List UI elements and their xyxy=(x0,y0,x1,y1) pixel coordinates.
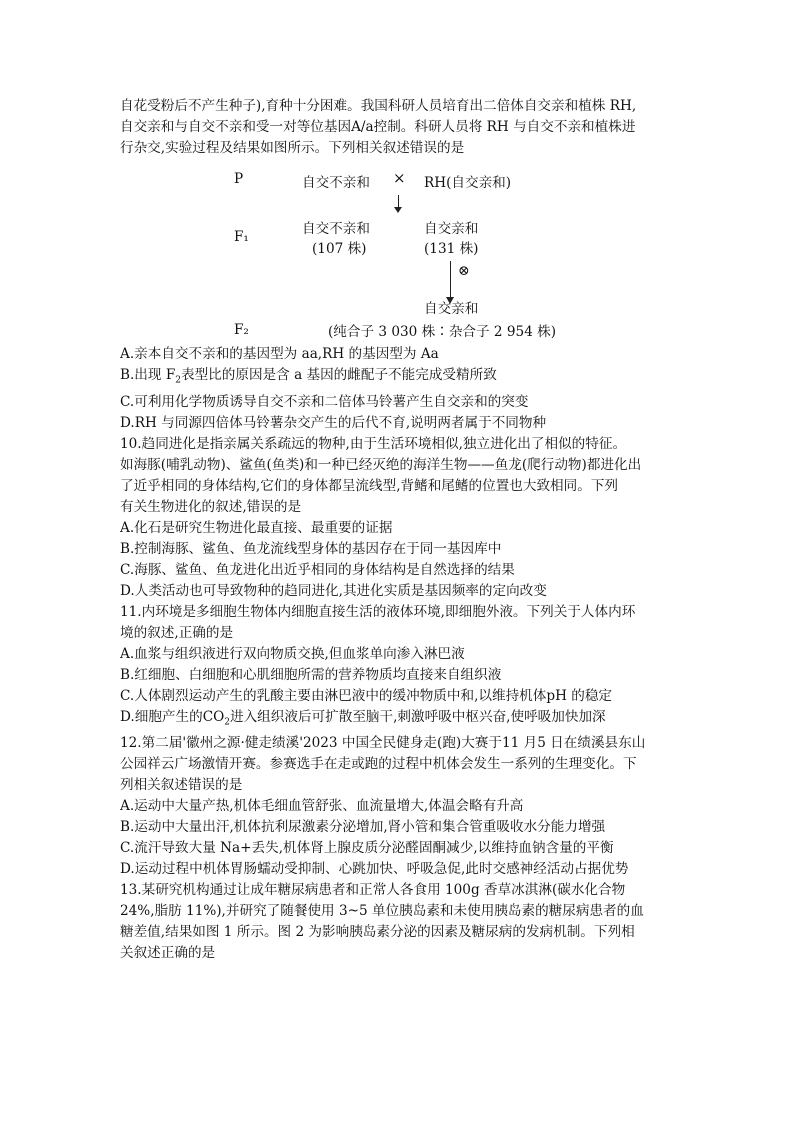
generation-label-p: P xyxy=(234,171,244,187)
cross-diagram xyxy=(228,165,608,340)
option-d: D.人类活动也可导致物种的趋同进化,其进化实质是基因频率的定向改变 xyxy=(120,582,547,599)
option-a: A.血浆与组织液进行双向物质交换,但血浆单向渗入淋巴液 xyxy=(120,645,465,662)
f1-left-type: 自交不亲和 xyxy=(302,221,370,237)
f2-counts: (纯合子 3 030 株∶杂合子 2 954 株) xyxy=(328,324,557,340)
generation-label-f2: F₂ xyxy=(234,322,249,338)
question-12-line: 公园祥云广场激情开赛。参赛选手在走或跑的过程中机体会发生一系列的生理变化。下 xyxy=(120,756,637,773)
option-c: C.人体剧烈运动产生的乳酸主要由淋巴液中的缓冲物质中和,以维持机体pH 的稳定 xyxy=(120,687,613,704)
question-10-line: 有关生物进化的叙述,错误的是 xyxy=(120,498,302,515)
stem-line: 自交亲和与自交不亲和受一对等位基因A/a控制。科研人员将 RH 与自交不亲和植株进 xyxy=(120,119,636,135)
option-a: A.化石是研究生物进化最直接、最重要的证据 xyxy=(120,519,393,536)
question-10-line: 了近乎相同的身体结构,它们的身体都呈流线型,背鳍和尾鳍的位置也大致相同。下列 xyxy=(120,477,619,494)
f1-right-type: 自交亲和 xyxy=(424,221,479,237)
f1-right-count: (131 株) xyxy=(424,241,479,257)
option-b: B.运动中大量出汗,机体抗利尿激素分泌增加,肾小管和集合管重吸收水分能力增强 xyxy=(120,819,606,836)
generation-label-f1: F₁ xyxy=(234,229,249,245)
question-body xyxy=(120,344,690,964)
option-a: A.运动中大量产热,机体毛细血管舒张、血流量增大,体温会略有升高 xyxy=(120,798,524,815)
question-10-line: 如海豚(哺乳动物)、鲨鱼(鱼类)和一种已经灭绝的海洋生物——鱼龙(爬行动物)都进化出 xyxy=(120,456,642,473)
question-10-line: 10.趋同进化是指亲属关系疏远的物种,由于生活环境相似,独立进化出了相似的特征。 xyxy=(120,435,627,452)
parent-left: 自交不亲和 xyxy=(302,175,370,191)
f2-type: 自交亲和 xyxy=(424,301,479,317)
question-11-line: 11.内环境是多细胞生物体内细胞直接生活的液体环境,即细胞外液。下列关于人体内环 xyxy=(120,603,636,620)
down-arrow-icon xyxy=(398,195,399,207)
cross-symbol: × xyxy=(393,169,406,187)
stem-line: 行杂交,实验过程及结果如图所示。下列相关叙述错误的是 xyxy=(120,140,465,156)
question-13-line: 关叙述正确的是 xyxy=(120,945,216,962)
selfing-symbol: ⊗ xyxy=(458,263,470,279)
option-c: C.可利用化学物质诱导自交不亲和二倍体马铃薯产生自交亲和的突变 xyxy=(120,393,529,410)
option-c: C.流汗导致大量 Na+丢失,机体肾上腺皮质分泌醛固酮减少,以维持血钠含量的平衡 xyxy=(120,840,614,857)
option-d: D.RH 与同源四倍体马铃薯杂交产生的后代不育,说明两者属于不同物种 xyxy=(120,414,547,431)
option-d: D.细胞产生的$CO_2$进入组织液后可扩散至脑干,刺激呼吸中枢兴奋,使呼吸加快加深 xyxy=(120,708,606,728)
option-b: B.出现 $F_2$表型比的原因是含 a 基因的雌配子不能完成受精所致 xyxy=(120,367,497,386)
parent-right: RH(自交亲和) xyxy=(424,175,512,191)
stem-line: 自花受粉后不产生种子),育种十分困难。我国科研人员培育出二倍体自交亲和植株 RH, xyxy=(120,98,637,114)
question-13-line: 13.某研究机构通过让成年糖尿病患者和正常人各食用 100g 香草冰淇淋(碳水化合物 xyxy=(120,882,626,899)
option-a: A.亲本自交不亲和的基因型为 aa,RH 的基因型为 Aa xyxy=(120,346,439,362)
option-d: D.运动过程中机体胃肠蠕动受抑制、心跳加快、呼吸急促,此时交感神经活动占据优势 xyxy=(120,861,629,878)
down-arrow-icon xyxy=(450,261,451,297)
option-c: C.海豚、鲨鱼、鱼龙进化出近乎相同的身体结构是自然选择的结果 xyxy=(120,561,515,578)
option-b: B.控制海豚、鲨鱼、鱼龙流线型身体的基因存在于同一基因库中 xyxy=(120,540,502,557)
question-9-stem xyxy=(120,96,690,159)
f1-left-count: (107 株) xyxy=(312,241,367,257)
question-13-line: 糖差值,结果如图 1 所示。图 2 为影响胰岛素分泌的因素及糖尿病的发病机制。下列相 xyxy=(120,924,635,941)
option-b: B.红细胞、白细胞和心肌细胞所需的营养物质均直接来自组织液 xyxy=(120,666,502,683)
question-12-line: 12.第二届'徽州之源·健走绩溪'2023 中国全民健身走(跑)大赛于11 月5 日在绩溪县东山 xyxy=(120,735,646,752)
question-13-line: 24%,脂肪 11%),并研究了随餐使用 3~5 单位胰岛素和未使用胰岛素的糖尿病患者的血 xyxy=(120,903,644,920)
question-11-line: 境的叙述,正确的是 xyxy=(120,624,234,641)
question-12-line: 列相关叙述错误的是 xyxy=(120,777,243,794)
